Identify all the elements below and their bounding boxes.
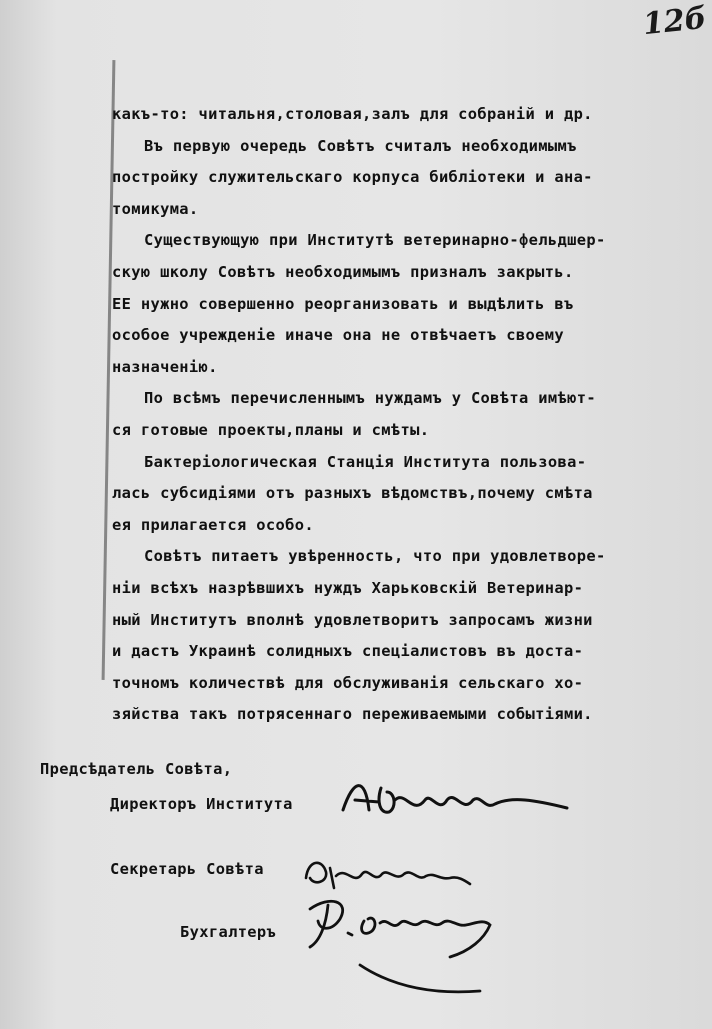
body-line: лась субсидіями отъ разныхъ вѣдомствъ,почему смѣта: [112, 484, 593, 503]
body-line: постройку служительскаго корпуса библіотеки и ана-: [112, 168, 593, 187]
accountant-signature: [300, 895, 500, 1005]
body-line: Бактеріологическая Станція Института пользова-: [144, 452, 587, 471]
page-number: 12б: [641, 0, 709, 43]
secretary-label: Секретарь Совѣта: [110, 860, 264, 878]
body-line: По всѣмъ перечисленнымъ нуждамъ у Совѣта имѣют-: [144, 389, 596, 408]
director-signature: [335, 770, 575, 840]
body-line: особое учрежденіе иначе она не отвѣчаетъ своему: [112, 326, 564, 345]
body-text: [112, 99, 710, 731]
accountant-label: Бухгалтеръ: [180, 923, 277, 941]
chair-label: Предсѣдатель Совѣта,: [40, 760, 233, 778]
body-line: ся готовые проекты,планы и смѣты.: [112, 420, 430, 439]
body-line: назначенію.: [112, 357, 218, 376]
secretary-signature: [300, 848, 480, 898]
body-line: ніи всѣхъ назрѣвшихъ нуждъ Харьковскій Ветеринар-: [112, 578, 584, 597]
body-line: томикума.: [112, 199, 199, 218]
body-line: ный Институтъ вполнѣ удовлетворитъ запросамъ жизни: [112, 610, 593, 629]
body-line: скую школу Совѣтъ необходимымъ призналъ закрыть.: [112, 262, 574, 281]
director-label: Директоръ Института: [110, 795, 293, 813]
body-line: Совѣтъ питаетъ увѣренность, что при удовлетворе-: [144, 547, 606, 566]
body-line: ея прилагается особо.: [112, 515, 314, 534]
body-line: зяйства такъ потрясеннаго переживаемыми событіями.: [112, 705, 593, 724]
body-line: какъ-то: читальня,столовая,залъ для собраній и др.: [112, 105, 593, 123]
body-line: Существующую при Институтѣ ветеринарно-фельдшер-: [144, 231, 606, 250]
body-line: ЕЕ нужно совершенно реорганизовать и выдѣлить въ: [112, 294, 574, 313]
body-line: и дастъ Украинѣ солидныхъ спеціалистовъ въ доста-: [112, 642, 584, 661]
body-line: точномъ количествѣ для обслуживанія сельскаго хо-: [112, 673, 584, 692]
body-line: Въ первую очередь Совѣтъ считалъ необходимымъ: [144, 136, 577, 155]
